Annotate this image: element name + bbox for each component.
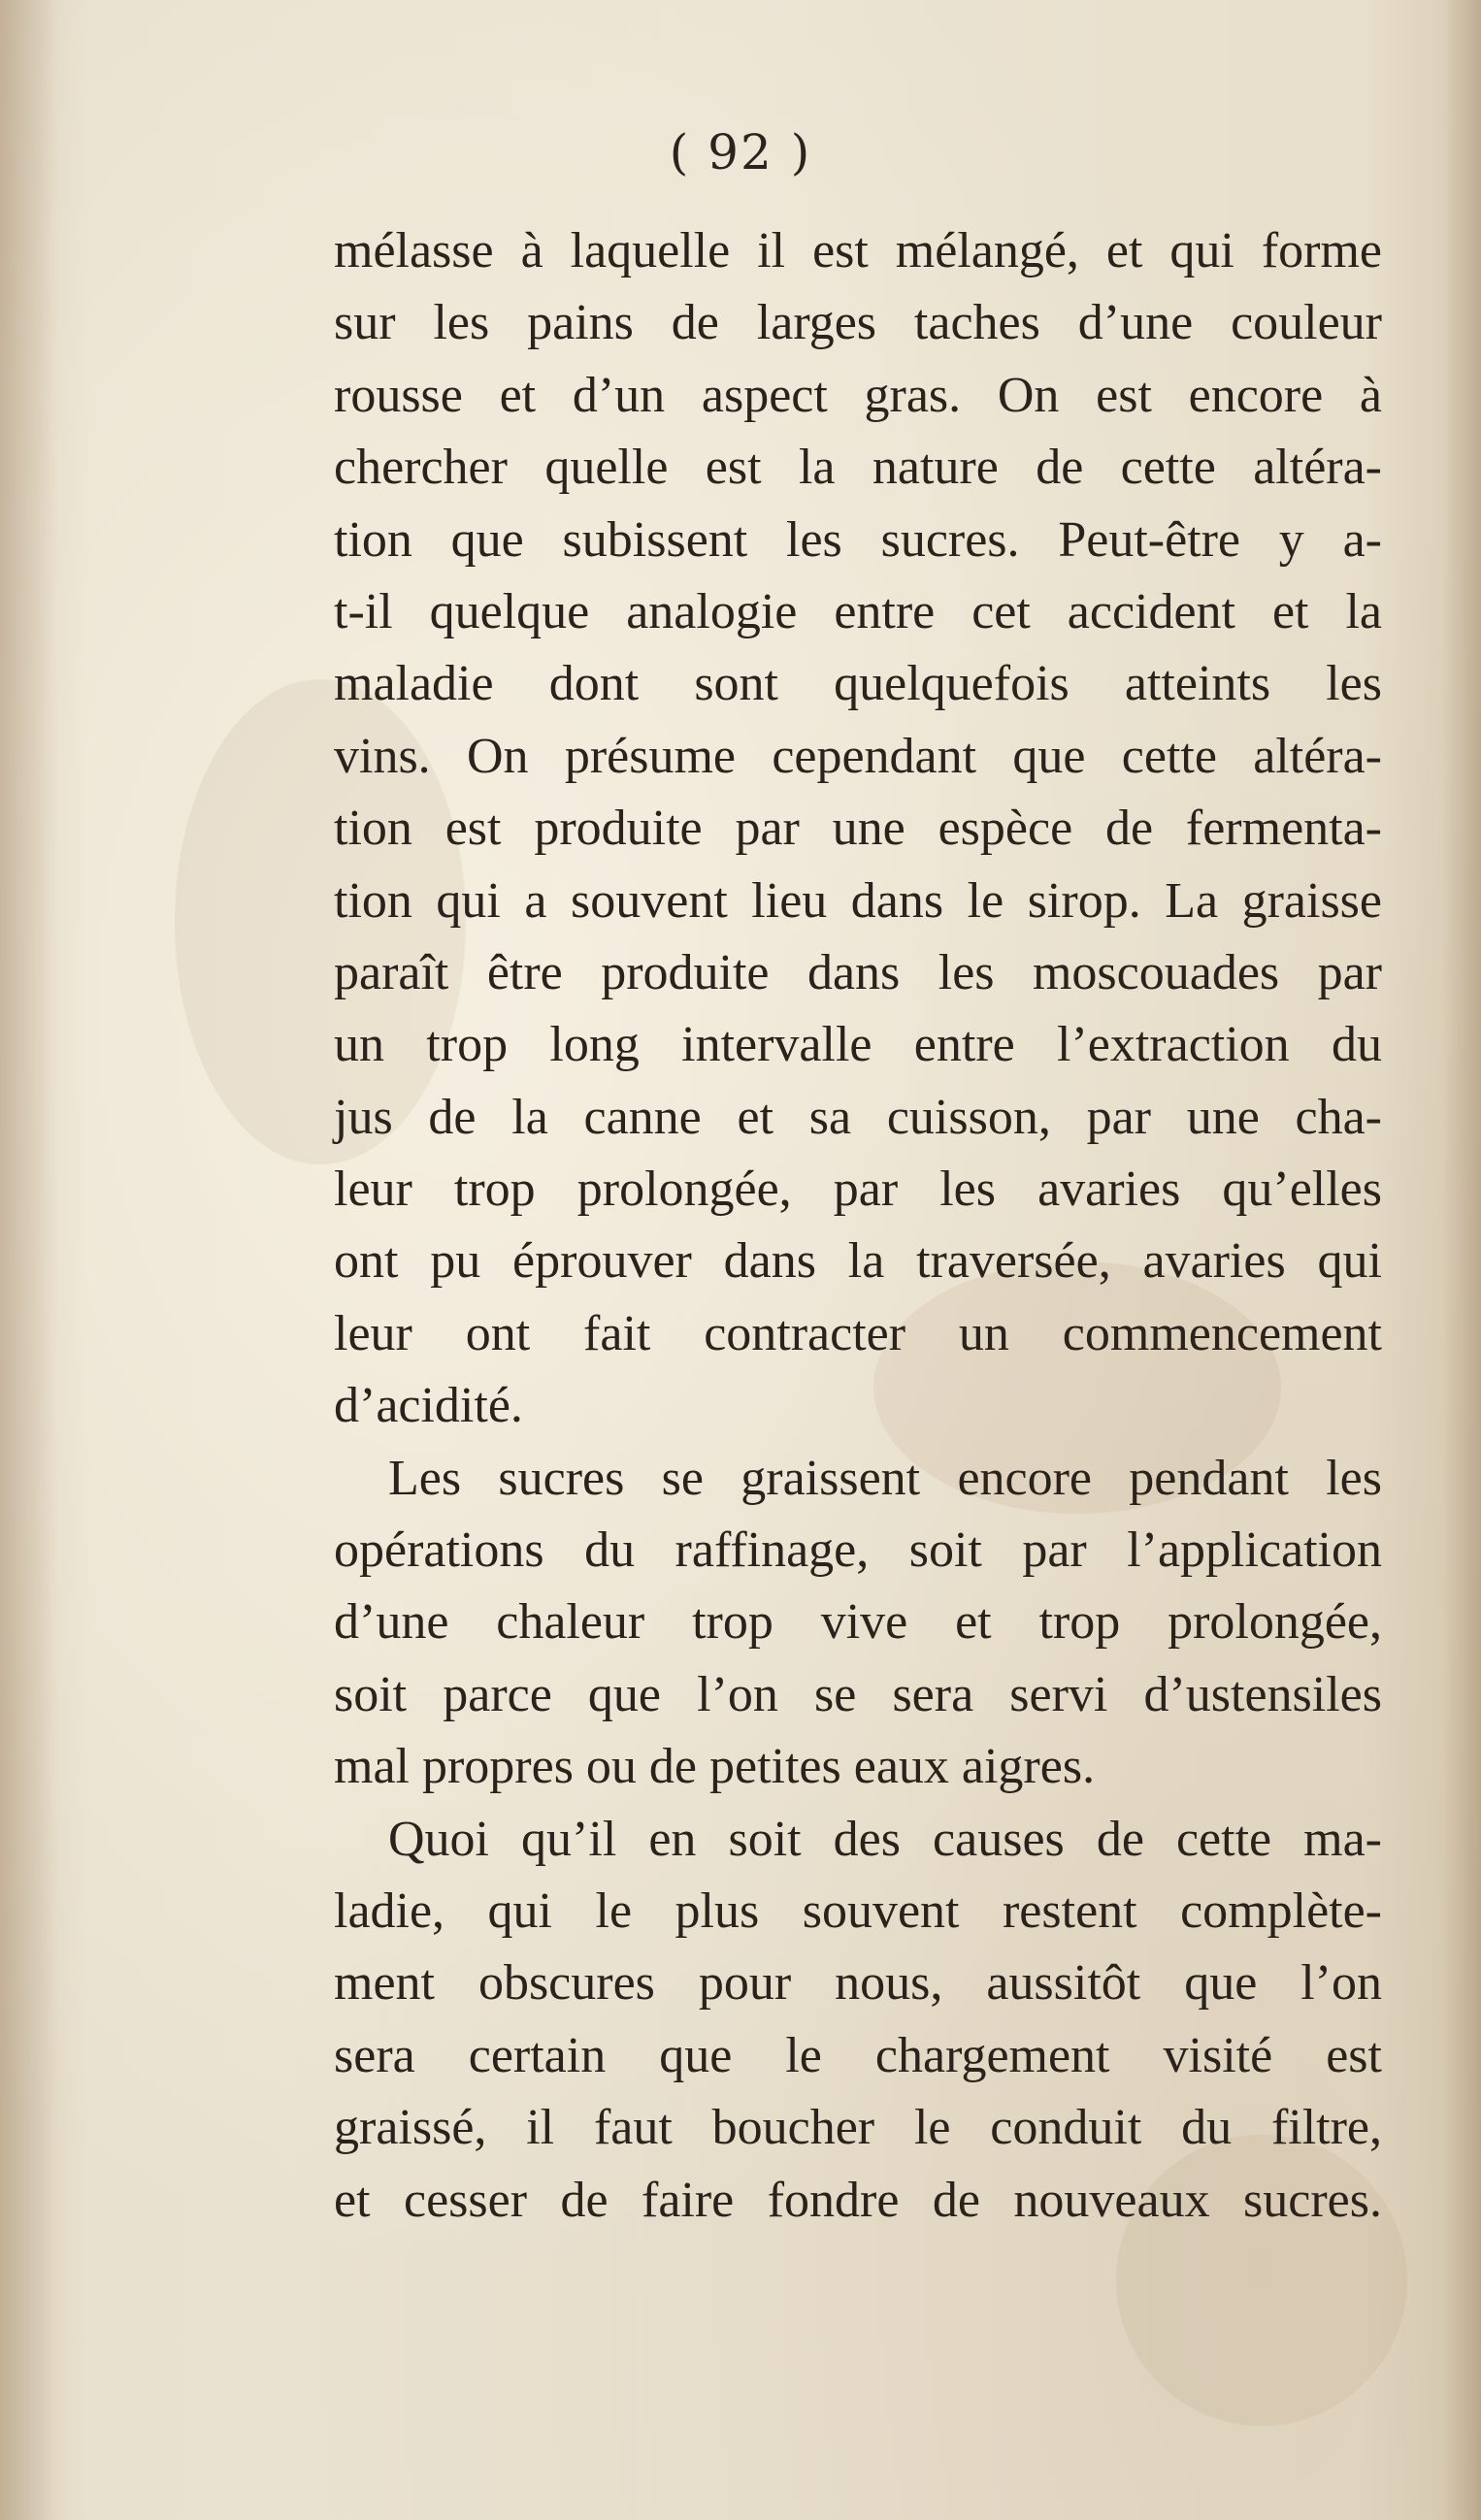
text-line: ladie, qui le plus souvent restent complète- [334, 1882, 1382, 1939]
text-line: maladie dont sont quelquefois atteints les [334, 656, 1382, 712]
text-line: t-il quelque analogie entre cet accident et la [334, 583, 1382, 639]
text-line: tion est produite par une espèce de fermenta- [334, 801, 1382, 857]
text-line: vins. On présume cependant que cette altéra- [334, 728, 1382, 784]
text-line: jus de la canne et sa cuisson, par une cha- [334, 1089, 1382, 1145]
text-line: opérations du raffinage, soit par l’application [334, 1522, 1382, 1579]
text-line: chercher quelle est la nature de cette altéra- [334, 440, 1382, 496]
text-line: un trop long intervalle entre l’extraction du [334, 1017, 1382, 1073]
text-line: soit parce que l’on se sera servi d’ustensiles [334, 1666, 1382, 1722]
text-line: Quoi qu’il en soit des causes de cette ma- [388, 1811, 1382, 1867]
text-line: sur les pains de larges taches d’une couleur [334, 295, 1382, 351]
text-line: paraît être produite dans les moscouades par [334, 944, 1382, 1000]
body-text [334, 215, 1382, 2237]
text-line: ont pu éprouver dans la traversée, avaries qui [334, 1233, 1382, 1290]
text-line: sera certain que le chargement visité est [334, 2027, 1382, 2083]
text-line: tion qui a souvent lieu dans le sirop. La graisse [334, 872, 1382, 929]
text-line: mal propres ou de petites eaux aigres. [334, 1739, 1096, 1795]
text-line: d’acidité. [334, 1378, 523, 1434]
text-line: leur trop prolongée, par les avaries qu’elles [334, 1162, 1382, 1218]
text-line: ment obscures pour nous, aussitôt que l’on [334, 1955, 1382, 2012]
text-line: leur ont fait contracter un commencement [334, 1305, 1382, 1361]
text-line: rousse et d’un aspect gras. On est encore à [334, 367, 1382, 423]
text-line: tion que subissent les sucres. Peut-être y a- [334, 511, 1382, 568]
text-line: mélasse à laquelle il est mélangé, et qui forme [334, 223, 1382, 278]
page-number: ( 92 ) [669, 124, 812, 180]
text-line: Les sucres se graissent encore pendant les [388, 1450, 1382, 1506]
text-line: d’une chaleur trop vive et trop prolongée, [334, 1594, 1382, 1651]
text-line: graissé, il faut boucher le conduit du filtre, [334, 2100, 1382, 2156]
text-line: et cesser de faire fondre de nouveaux sucres. [334, 2172, 1382, 2228]
